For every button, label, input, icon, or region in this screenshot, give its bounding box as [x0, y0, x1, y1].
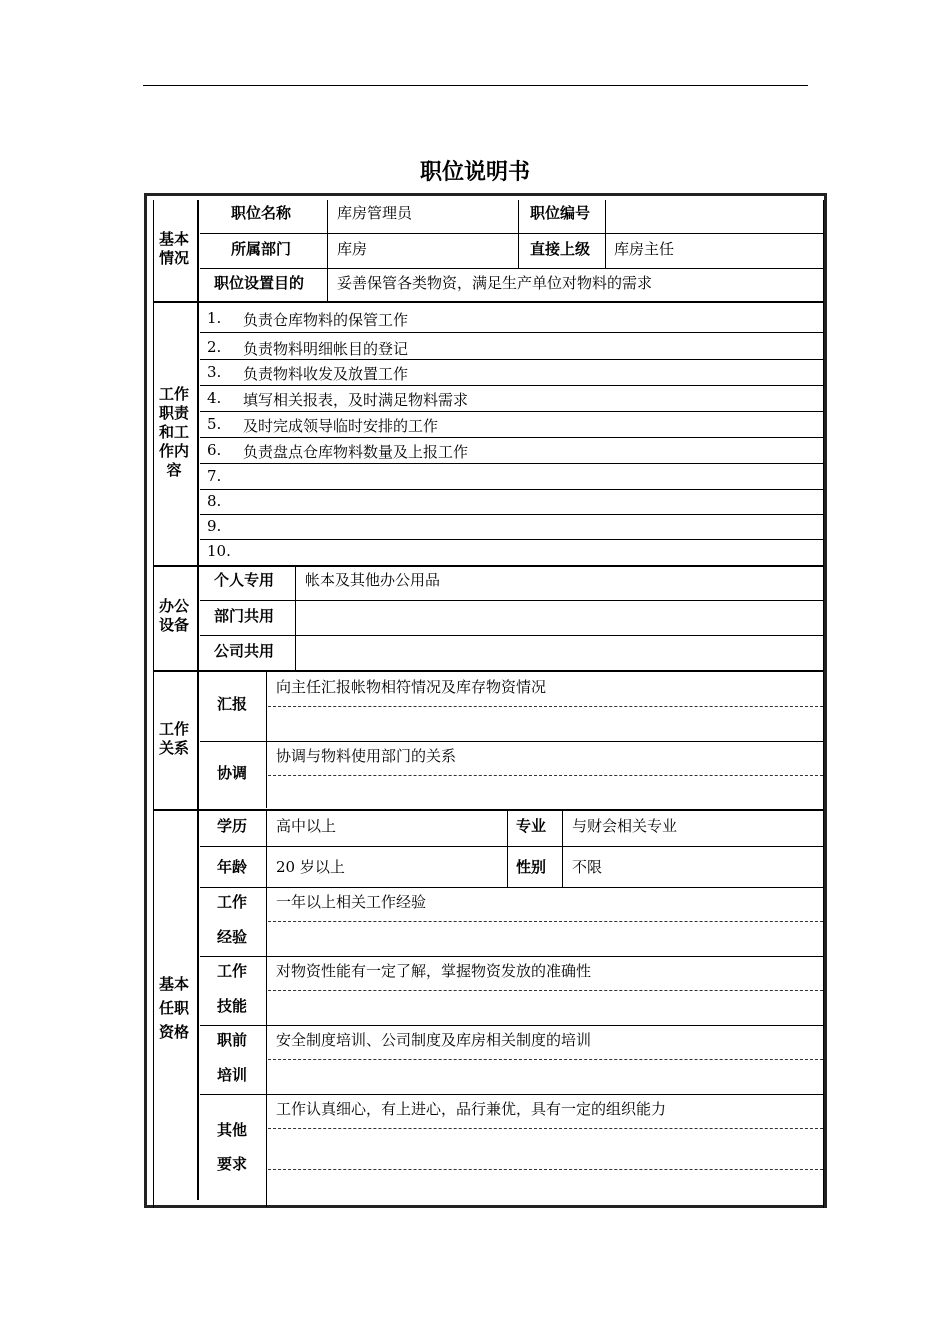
supervisor-value: 库房主任	[614, 240, 675, 258]
training-label: 职前	[217, 1031, 248, 1049]
coordinate-value: 协调与物料使用部门的关系	[276, 747, 457, 765]
purpose-label: 职位设置目的	[214, 274, 305, 292]
duty-number: 6.	[207, 441, 222, 459]
section-label: 资格	[158, 1023, 189, 1041]
personal-equipment-label: 个人专用	[214, 571, 275, 589]
section-label: 关系	[158, 739, 189, 757]
document-title: 职位说明书	[419, 160, 530, 185]
left-inner-border	[153, 200, 154, 1208]
duty-number: 4.	[207, 389, 222, 407]
duty-text: 负责物料明细帐目的登记	[243, 340, 409, 358]
duty-number: 1.	[207, 309, 222, 327]
duty-text: 填写相关报表，及时满足物料需求	[243, 391, 469, 409]
section-label: 情况	[158, 249, 189, 267]
experience-label: 经验	[217, 928, 248, 946]
position-name-label: 职位名称	[231, 204, 292, 222]
section-label: 基本	[158, 230, 189, 248]
section-label: 容	[166, 461, 182, 479]
duty-text: 负责仓库物料的保管工作	[243, 311, 409, 329]
section-label: 职责	[158, 404, 189, 422]
duty-text: 及时完成领导临时安排的工作	[243, 417, 439, 435]
duty-number: 3.	[207, 363, 222, 381]
duty-number: 7.	[207, 467, 222, 485]
skills-value: 对物资性能有一定了解，掌握物资发放的准确性	[276, 962, 592, 980]
other-requirements-value: 工作认真细心，有上进心，品行兼优，具有一定的组织能力	[276, 1100, 667, 1118]
company-equipment-label: 公司共用	[214, 642, 275, 660]
purpose-value: 妥善保管各类物资，满足生产单位对物料的需求	[337, 274, 653, 292]
personal-equipment-value: 帐本及其他办公用品	[305, 571, 441, 589]
section-label: 设备	[158, 616, 189, 634]
department-value: 库房	[337, 240, 368, 258]
duty-text: 负责盘点仓库物料数量及上报工作	[243, 443, 469, 461]
department-equipment-label: 部门共用	[214, 607, 275, 625]
right-inner-border	[823, 200, 824, 1208]
section-label: 基本	[158, 975, 189, 993]
coordinate-label: 协调	[217, 764, 248, 782]
gender-label: 性别	[516, 858, 547, 876]
header-rule	[143, 85, 808, 86]
skills-label: 技能	[217, 997, 248, 1015]
section-label: 任职	[158, 999, 189, 1017]
duty-text: 负责物料收发及放置工作	[243, 365, 409, 383]
section-label: 工作	[158, 720, 189, 738]
section-label: 作内	[158, 442, 189, 460]
section-label: 和工	[158, 423, 189, 441]
education-label: 学历	[217, 817, 248, 835]
skills-label: 工作	[217, 962, 248, 980]
age-label: 年龄	[217, 858, 248, 876]
training-label: 培训	[217, 1066, 248, 1084]
gender-value: 不限	[572, 858, 603, 876]
report-label: 汇报	[217, 695, 248, 713]
duty-number: 9.	[207, 517, 222, 535]
experience-value: 一年以上相关工作经验	[276, 893, 427, 911]
supervisor-label: 直接上级	[530, 240, 591, 258]
position-name-value: 库房管理员	[337, 204, 413, 222]
duty-number: 2.	[207, 338, 222, 356]
other-requirements-label: 其他	[217, 1121, 248, 1139]
age-value: 20 岁以上	[276, 858, 345, 876]
position-code-label: 职位编号	[530, 204, 591, 222]
section-label: 办公	[158, 597, 189, 615]
education-value: 高中以上	[276, 817, 337, 835]
report-value: 向主任汇报帐物相符情况及库存物资情况	[276, 678, 547, 696]
training-value: 安全制度培训、公司制度及库房相关制度的培训	[276, 1031, 592, 1049]
section-label: 工作	[158, 385, 189, 403]
duty-number: 5.	[207, 415, 222, 433]
major-label: 专业	[516, 817, 547, 835]
experience-label: 工作	[217, 893, 248, 911]
other-requirements-label: 要求	[217, 1155, 248, 1173]
department-label: 所属部门	[231, 240, 292, 258]
duty-number: 10.	[207, 542, 231, 560]
major-value: 与财会相关专业	[572, 817, 678, 835]
left-column-divider	[197, 200, 199, 1200]
duty-number: 8.	[207, 492, 222, 510]
